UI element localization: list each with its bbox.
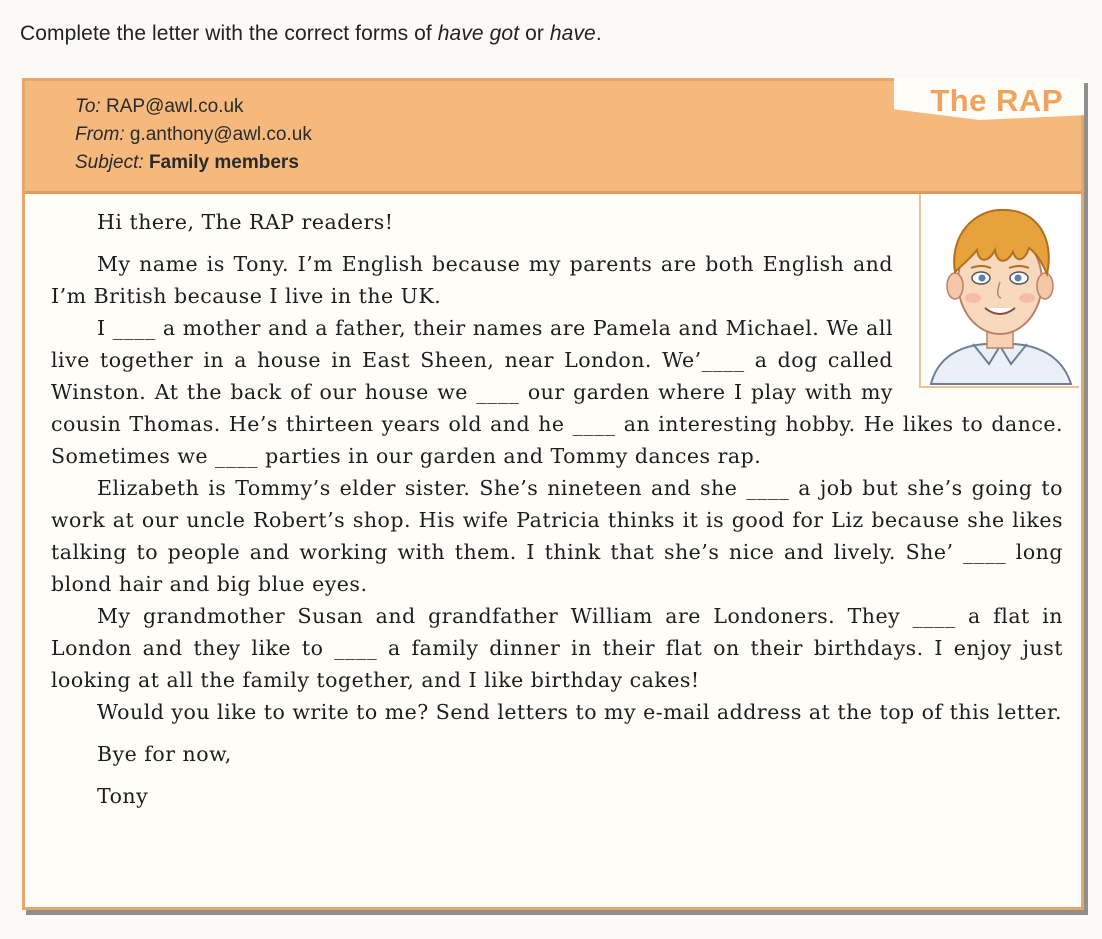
- instruction-text-1: Complete the letter with the correct forms of: [20, 22, 438, 45]
- from-label: From:: [75, 124, 125, 145]
- instruction-text-3: .: [595, 22, 602, 45]
- instruction-term-have: have: [549, 22, 596, 45]
- letter-body: [51, 206, 1063, 812]
- letter-paragraph-4: My grandmother Susan and grandfather William are Londoners. They ____ a flat in London and they like to ____ a family dinner in their flat on their birthdays. I enjoy just looking at all the family together, and I like birthday cakes!: [51, 604, 1063, 692]
- email-meta: [75, 93, 312, 177]
- to-label: To:: [75, 96, 101, 117]
- paragraph-2-text: I ____ a mother and a father, their names are Pamela and Michael. We all live together in a house in East Sheen, near London. We’____ a dog called Winston. At the back of our house we ____ our garden where I play with my cousin Thomas. He’s thirteen years old and he ____ an interesting hobby. He likes to dance. Sometimes we ____ parties in our garden and Tommy dances rap.: [51, 316, 1063, 468]
- letter-closing: Bye for now,: [97, 742, 232, 766]
- instruction-text-2: or: [519, 22, 550, 45]
- letter-greeting: Hi there, The RAP readers!: [97, 210, 394, 234]
- from-value: g.anthony@awl.co.uk: [129, 124, 312, 145]
- letter-paragraph-3: Elizabeth is Tommy’s elder sister. She’s nineteen and she ____ a job but she’s going to work at our uncle Robert’s shop. His wife Patricia thinks it is good for Liz because she likes talking to people and working with them. I think that she’s nice and lively. She’ ____ long blond hair and big blue eyes.: [51, 476, 1063, 596]
- to-value: RAP@awl.co.uk: [106, 96, 244, 117]
- from-row: [75, 121, 312, 149]
- letter-paragraph-5: Would you like to write to me? Send letters to my e-mail address at the top of this letter.: [97, 700, 1063, 724]
- brand-logo: The RAP: [930, 83, 1063, 118]
- letter-signature: Tony: [97, 784, 149, 808]
- portrait-wrap-spacer: [893, 312, 1063, 392]
- email-letter: [22, 78, 1084, 910]
- exercise-instruction: [20, 22, 602, 46]
- letter-paragraph-1: My name is Tony. I’m English because my parents are both English and I’m British because I live in the UK.: [51, 252, 893, 308]
- to-row: [75, 93, 312, 121]
- letter-paragraph-2: [51, 312, 1063, 472]
- instruction-term-have-got: have got: [437, 22, 520, 45]
- subject-label: Subject:: [75, 152, 144, 173]
- subject-row: [75, 149, 312, 177]
- subject-value: Family members: [148, 152, 299, 173]
